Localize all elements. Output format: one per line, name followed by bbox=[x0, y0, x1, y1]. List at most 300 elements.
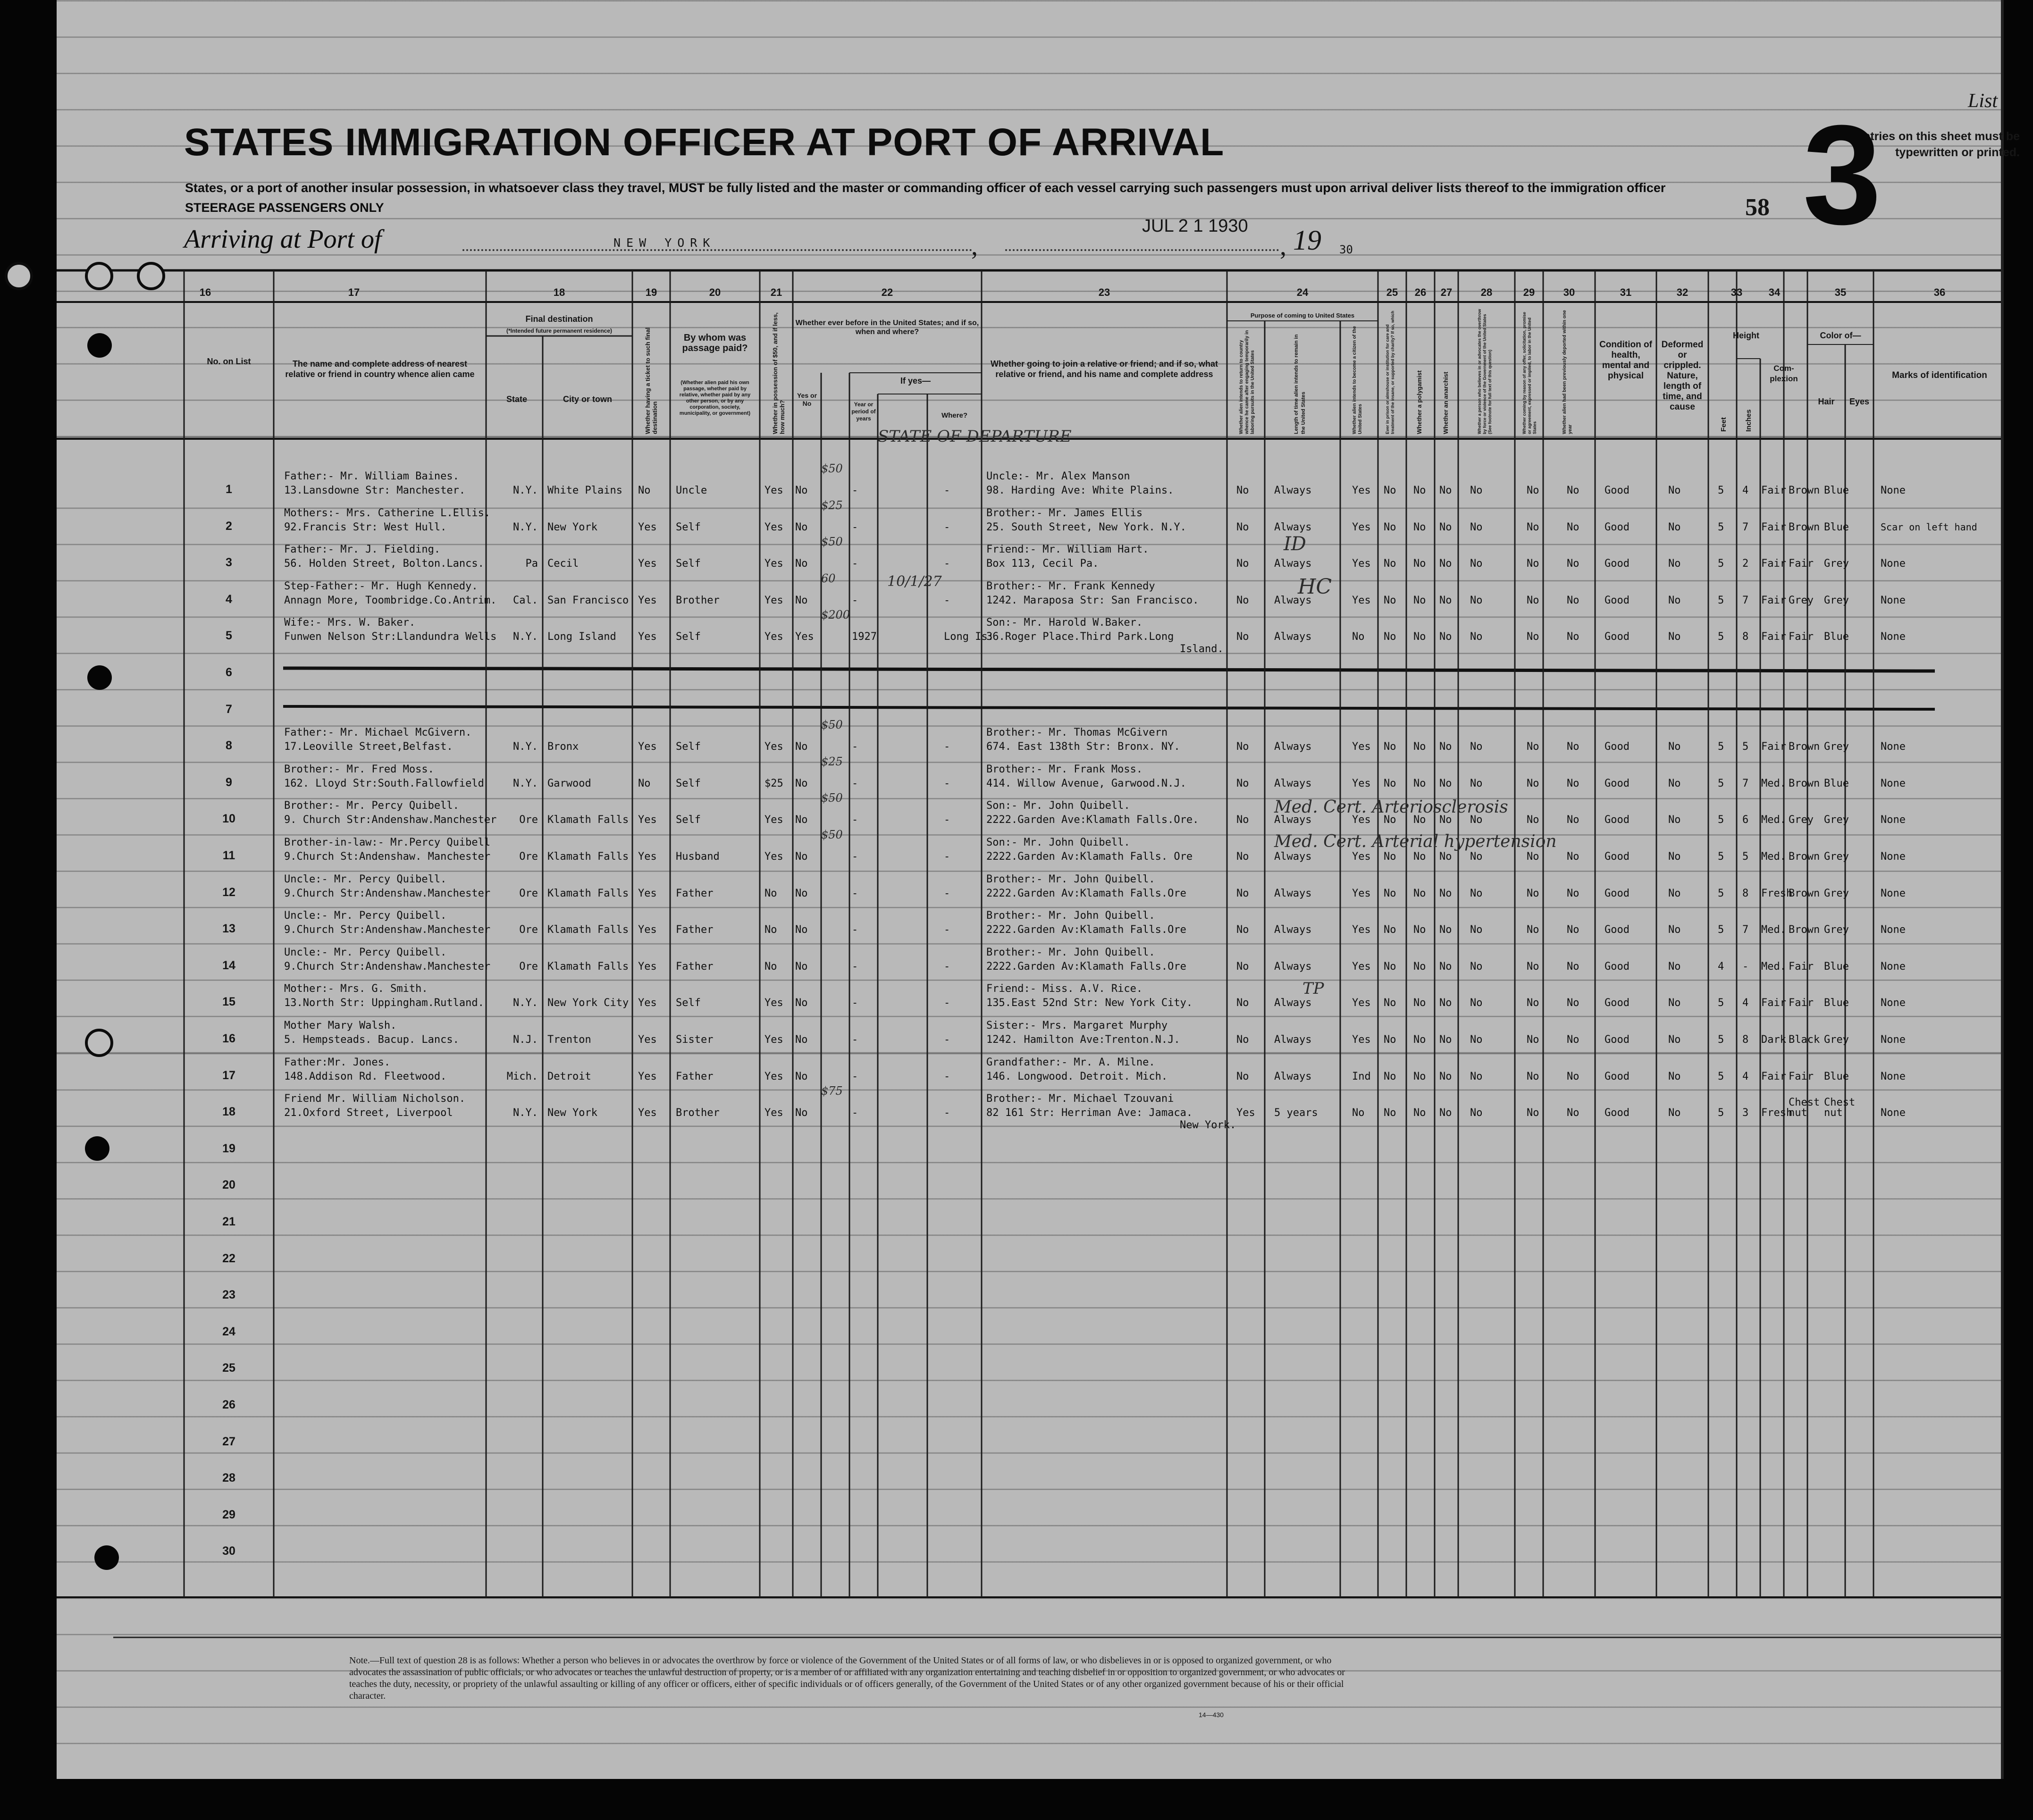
deformed: No bbox=[1668, 960, 1681, 973]
deformed: No bbox=[1668, 887, 1681, 899]
deformed: No bbox=[1668, 631, 1681, 643]
hair-color: Brown bbox=[1789, 887, 1820, 899]
health: Good bbox=[1605, 594, 1630, 606]
identification-marks: None bbox=[1881, 594, 1906, 606]
column-number-19: 19 bbox=[645, 286, 657, 298]
row-number: 3 bbox=[226, 556, 232, 570]
height-feet: 5 bbox=[1718, 1034, 1724, 1046]
ever-before: No bbox=[795, 1107, 808, 1119]
health: Good bbox=[1605, 997, 1630, 1009]
anarchist: No bbox=[1439, 1034, 1452, 1046]
hair-color: Brown bbox=[1789, 485, 1820, 496]
destination-city: Bronx bbox=[547, 741, 579, 753]
return-intent: No bbox=[1236, 960, 1249, 973]
length-of-stay: Always bbox=[1274, 960, 1312, 973]
destination-city: Trenton bbox=[547, 1034, 591, 1046]
row-number: 25 bbox=[222, 1361, 235, 1375]
ticket: Yes bbox=[638, 960, 657, 973]
previously-deported: No bbox=[1567, 1107, 1579, 1119]
header-ticket: Whether having a ticket to such final destination bbox=[644, 327, 658, 434]
before-where: - bbox=[944, 851, 950, 863]
column-number-24: 24 bbox=[1296, 286, 1309, 298]
row-number: 26 bbox=[222, 1398, 235, 1411]
return-intent: Yes bbox=[1236, 1107, 1255, 1119]
binder-hole bbox=[87, 333, 112, 358]
paid-by: Self bbox=[676, 631, 701, 643]
overthrow-advocate: No bbox=[1470, 777, 1483, 789]
joining-address: 146. Longwood. Detroit. Mich. bbox=[986, 1070, 1168, 1082]
row-number: 13 bbox=[222, 922, 235, 936]
port-dotted-line bbox=[462, 249, 972, 251]
eye-color: Chest nut bbox=[1824, 1097, 1856, 1119]
deformed: No bbox=[1668, 924, 1681, 936]
polygamist: No bbox=[1413, 741, 1426, 753]
row-number: 20 bbox=[222, 1178, 235, 1192]
handwritten-amount: $200 bbox=[821, 608, 850, 622]
handwritten-amount: $50 bbox=[821, 828, 843, 841]
deformed: No bbox=[1668, 485, 1681, 496]
header-deformed: Deformed or crippled. Nature, length of time, and cause bbox=[1661, 340, 1704, 412]
relative-address: 9. Church Str:Andenshaw.Manchester bbox=[284, 814, 497, 826]
header-25: Ever in prison or almshouse or institution for care and treatment of the insane, or supported by charity? If so, which bbox=[1385, 310, 1395, 434]
eye-color: Blue bbox=[1824, 960, 1849, 973]
port-of-arrival: NEW YORK bbox=[613, 236, 716, 250]
ticket: Yes bbox=[638, 558, 657, 570]
destination-state: Mich. bbox=[506, 1070, 538, 1082]
deformed: No bbox=[1668, 814, 1681, 826]
row-number: 18 bbox=[222, 1105, 235, 1119]
before-where: - bbox=[944, 485, 950, 496]
citizenship-intent: No bbox=[1352, 1107, 1365, 1119]
citizenship-intent: Yes bbox=[1352, 558, 1371, 570]
height-inches: 7 bbox=[1742, 594, 1749, 606]
eye-color: Blue bbox=[1824, 1070, 1849, 1082]
length-of-stay: Always bbox=[1274, 1070, 1312, 1082]
return-intent: No bbox=[1236, 594, 1249, 606]
before-period: - bbox=[852, 777, 858, 789]
fifty-dollars: Yes bbox=[764, 485, 783, 496]
complexion: Fresh bbox=[1761, 1107, 1793, 1119]
ever-before: No bbox=[795, 594, 808, 606]
prison-or-almshouse: No bbox=[1384, 485, 1396, 496]
column-number-31: 31 bbox=[1620, 286, 1632, 298]
length-of-stay: Always bbox=[1274, 558, 1312, 570]
header-complexion: Com-plexion bbox=[1770, 364, 1798, 383]
typewritten-note: The entries on this sheet must be typewritten or printed. bbox=[1832, 130, 2020, 159]
destination-city: Long Island bbox=[547, 631, 616, 643]
header-final-destination: Final destination bbox=[525, 314, 593, 324]
length-of-stay: Always bbox=[1274, 631, 1312, 643]
row-number: 4 bbox=[226, 592, 232, 606]
fifty-dollars: Yes bbox=[764, 558, 783, 570]
ticket: Yes bbox=[638, 741, 657, 753]
fifty-dollars: No bbox=[764, 960, 777, 973]
deformed: No bbox=[1668, 997, 1681, 1009]
height-feet: 5 bbox=[1718, 741, 1724, 753]
previously-deported: No bbox=[1567, 777, 1579, 789]
length-of-stay: Always bbox=[1274, 997, 1312, 1009]
comma-separator: , bbox=[971, 232, 978, 261]
destination-state: Pa bbox=[525, 558, 538, 570]
relative-address: 9.Church St:Andenshaw. Manchester bbox=[284, 851, 491, 863]
joining-address: 674. East 138th Str: Bronx. NY. bbox=[986, 741, 1180, 753]
anarchist: No bbox=[1439, 1070, 1452, 1082]
paid-by: Uncle bbox=[676, 485, 707, 496]
header-30: Whether alien had been previously deported within one year bbox=[1562, 310, 1573, 434]
polygamist: No bbox=[1413, 924, 1426, 936]
destination-state: Cal. bbox=[513, 594, 538, 606]
header-if-yes: If yes— bbox=[900, 376, 931, 386]
hair-color: Fair bbox=[1789, 997, 1814, 1009]
eye-color: Grey bbox=[1824, 851, 1849, 863]
overthrow-advocate: No bbox=[1470, 631, 1483, 643]
paid-by: Self bbox=[676, 777, 701, 789]
identification-marks: None bbox=[1881, 741, 1906, 753]
fifty-dollars: Yes bbox=[764, 594, 783, 606]
complexion: Med. bbox=[1761, 960, 1786, 973]
height-inches: 7 bbox=[1742, 521, 1749, 533]
before-where: - bbox=[944, 997, 950, 1009]
prison-or-almshouse: No bbox=[1384, 521, 1396, 533]
deformed: No bbox=[1668, 558, 1681, 570]
height-inches: 8 bbox=[1742, 631, 1749, 643]
before-period: - bbox=[852, 1107, 858, 1119]
deformed: No bbox=[1668, 594, 1681, 606]
eye-color: Grey bbox=[1824, 924, 1849, 936]
anarchist: No bbox=[1439, 558, 1452, 570]
citizenship-intent: Yes bbox=[1352, 485, 1371, 496]
labor-agreement: No bbox=[1527, 814, 1539, 826]
row-number: 6 bbox=[226, 666, 232, 679]
polygamist: No bbox=[1413, 631, 1426, 643]
destination-state: Ore bbox=[519, 924, 538, 936]
paid-by: Self bbox=[676, 558, 701, 570]
height-feet: 5 bbox=[1718, 1070, 1724, 1082]
return-intent: No bbox=[1236, 887, 1249, 899]
relative-address: 21.Oxford Street, Liverpool bbox=[284, 1107, 453, 1119]
row-number: 9 bbox=[226, 775, 232, 789]
relative-address: 9.Church Str:Andenshaw.Manchester bbox=[284, 924, 491, 936]
relative-name: Father:- Mr. William Baines. bbox=[284, 470, 459, 482]
joining-name: Son:- Mr. John Quibell. bbox=[986, 800, 1130, 812]
before-where: - bbox=[944, 1070, 950, 1082]
eye-color: Blue bbox=[1824, 777, 1849, 789]
paid-by: Self bbox=[676, 997, 701, 1009]
relative-address: Funwen Nelson Str:Llandundra Wells bbox=[284, 631, 497, 643]
ever-before: No bbox=[795, 558, 808, 570]
height-inches: 4 bbox=[1742, 485, 1749, 496]
handwritten-row5-date: 10/1/27 bbox=[887, 573, 942, 590]
identification-marks: None bbox=[1881, 851, 1906, 863]
labor-agreement: No bbox=[1527, 851, 1539, 863]
identification-marks: None bbox=[1881, 485, 1906, 496]
overthrow-advocate: No bbox=[1470, 851, 1483, 863]
row-number: 1 bbox=[226, 483, 232, 496]
header-29: Whether coming by reason of any offer, solicitation, promise or agreement, expressed or implied, to labor in the United States bbox=[1522, 311, 1537, 434]
citizenship-intent: Yes bbox=[1352, 960, 1371, 973]
identification-marks: None bbox=[1881, 1107, 1906, 1119]
ever-before: No bbox=[795, 485, 808, 496]
paid-by: Self bbox=[676, 814, 701, 826]
column-number-18: 18 bbox=[553, 286, 565, 298]
fifty-dollars: Yes bbox=[764, 997, 783, 1009]
joining-name: Brother:- Mr. Frank Kennedy bbox=[986, 580, 1155, 592]
complexion: Fresh bbox=[1761, 887, 1793, 899]
health: Good bbox=[1605, 1070, 1630, 1082]
joining-address: 2222.Garden Av:Klamath Falls.Ore bbox=[986, 887, 1186, 899]
health: Good bbox=[1605, 558, 1630, 570]
height-feet: 5 bbox=[1718, 777, 1724, 789]
fifty-dollars: Yes bbox=[764, 1034, 783, 1046]
joining-address: 25. South Street, New York. N.Y. bbox=[986, 521, 1186, 533]
binder-hole bbox=[5, 262, 33, 290]
joining-name: Son:- Mr. Harold W.Baker. bbox=[986, 617, 1143, 629]
relative-name: Step-Father:- Mr. Hugh Kennedy. bbox=[284, 580, 478, 592]
page-title: STATES IMMIGRATION OFFICER AT PORT OF ARRIVAL bbox=[184, 121, 1225, 164]
height-feet: 5 bbox=[1718, 1107, 1724, 1119]
polygamist: No bbox=[1413, 521, 1426, 533]
fifty-dollars: Yes bbox=[764, 631, 783, 643]
return-intent: No bbox=[1236, 1070, 1249, 1082]
header-24a: Whether alien intends to return to country whence he came after engaging temporarily in laboring pursuits in the United States bbox=[1239, 330, 1255, 434]
header-paid-by-note: (Whether alien paid his own passage, whether paid by relative, whether paid by any other person, or by any corporation, society, municipality, or government) bbox=[679, 380, 751, 416]
joining-name: Brother:- Mr. John Quibell. bbox=[986, 946, 1155, 958]
joining-name: Friend:- Miss. A.V. Rice. bbox=[986, 983, 1143, 995]
before-where: - bbox=[944, 814, 950, 826]
height-feet: 5 bbox=[1718, 558, 1724, 570]
eye-color: Grey bbox=[1824, 558, 1849, 570]
before-where: - bbox=[944, 741, 950, 753]
destination-city: Detroit bbox=[547, 1070, 591, 1082]
header-height: Height bbox=[1733, 331, 1759, 340]
identification-marks: None bbox=[1881, 1070, 1906, 1082]
prison-or-almshouse: No bbox=[1384, 997, 1396, 1009]
height-feet: 5 bbox=[1718, 594, 1724, 606]
column-number-26: 26 bbox=[1414, 286, 1427, 298]
fifty-dollars: Yes bbox=[764, 1107, 783, 1119]
citizenship-intent: Yes bbox=[1352, 521, 1371, 533]
list-number: 3 bbox=[1803, 95, 1882, 254]
header-marks: Marks of identification bbox=[1892, 370, 1987, 380]
joining-name: Brother:- Mr. James Ellis bbox=[986, 507, 1143, 519]
identification-marks: None bbox=[1881, 924, 1906, 936]
fifty-dollars: $25 bbox=[764, 777, 783, 789]
destination-state: N.Y. bbox=[513, 521, 538, 533]
joining-name: Brother:- Mr. Frank Moss. bbox=[986, 763, 1143, 775]
ticket: Yes bbox=[638, 631, 657, 643]
date-stamp: JUL 2 1 1930 bbox=[1142, 216, 1248, 236]
complexion: Fair bbox=[1761, 558, 1786, 570]
year-suffix: 30 bbox=[1339, 243, 1353, 256]
health: Good bbox=[1605, 1107, 1630, 1119]
hair-color: Grey bbox=[1789, 594, 1814, 606]
header-24b: Length of time alien intends to remain in the United States bbox=[1294, 334, 1306, 434]
row-number: 29 bbox=[222, 1508, 235, 1521]
height-inches: 3 bbox=[1742, 1107, 1749, 1119]
overthrow-advocate: No bbox=[1470, 887, 1483, 899]
relative-address: 17.Leoville Street,Belfast. bbox=[284, 741, 453, 753]
prison-or-almshouse: No bbox=[1384, 887, 1396, 899]
paid-by: Sister bbox=[676, 1034, 714, 1046]
binder-hole bbox=[87, 665, 112, 690]
prison-or-almshouse: No bbox=[1384, 777, 1396, 789]
relative-name: Friend Mr. William Nicholson. bbox=[284, 1093, 466, 1105]
before-where: - bbox=[944, 1034, 950, 1046]
relative-name: Mother Mary Walsh. bbox=[284, 1020, 397, 1032]
height-inches: 4 bbox=[1742, 1070, 1749, 1082]
height-inches: 6 bbox=[1742, 814, 1749, 826]
ever-before: No bbox=[795, 777, 808, 789]
destination-state: N.J. bbox=[513, 1034, 538, 1046]
previously-deported: No bbox=[1567, 851, 1579, 863]
polygamist: No bbox=[1413, 887, 1426, 899]
header-state: State bbox=[506, 394, 527, 404]
prison-or-almshouse: No bbox=[1384, 631, 1396, 643]
destination-state: Ore bbox=[519, 887, 538, 899]
column-number-33: 33 bbox=[1731, 286, 1743, 298]
binder-hole bbox=[85, 1136, 109, 1161]
height-feet: 5 bbox=[1718, 485, 1724, 496]
handwritten-amount: $50 bbox=[821, 791, 843, 805]
header-feet: Feet bbox=[1720, 417, 1728, 432]
column-number-16: 16 bbox=[199, 286, 211, 298]
previously-deported: No bbox=[1567, 887, 1579, 899]
health: Good bbox=[1605, 485, 1630, 496]
prison-or-almshouse: No bbox=[1384, 741, 1396, 753]
destination-city: New York City bbox=[547, 997, 629, 1009]
destination-city: Klamath Falls bbox=[547, 924, 629, 936]
header-fifty-dollars: Whether in possession of $50, and if less, how much? bbox=[772, 312, 786, 434]
column-number-29: 29 bbox=[1523, 286, 1535, 298]
relative-name: Brother:- Mr. Fred Moss. bbox=[284, 763, 434, 775]
column-number-30: 30 bbox=[1563, 286, 1575, 298]
return-intent: No bbox=[1236, 851, 1249, 863]
height-inches: 8 bbox=[1742, 887, 1749, 899]
anarchist: No bbox=[1439, 777, 1452, 789]
column-number-22: 22 bbox=[881, 286, 893, 298]
ever-before: No bbox=[795, 521, 808, 533]
identification-marks: None bbox=[1881, 960, 1906, 973]
header-eyes: Eyes bbox=[1849, 397, 1870, 406]
previously-deported: No bbox=[1567, 521, 1579, 533]
relative-name: Father:- Mr. J. Fielding. bbox=[284, 544, 441, 556]
fifty-dollars: Yes bbox=[764, 521, 783, 533]
row-number: 7 bbox=[226, 702, 232, 716]
destination-city: Cecil bbox=[547, 558, 579, 570]
overthrow-advocate: No bbox=[1470, 814, 1483, 826]
labor-agreement: No bbox=[1527, 594, 1539, 606]
overthrow-advocate: No bbox=[1470, 960, 1483, 973]
identification-marks: None bbox=[1881, 558, 1906, 570]
joining-name: Friend:- Mr. William Hart. bbox=[986, 544, 1149, 556]
citizenship-intent: Yes bbox=[1352, 741, 1371, 753]
handwritten-row11-note: Med. Cert. Arterial hypertension bbox=[1274, 832, 1557, 851]
labor-agreement: No bbox=[1527, 887, 1539, 899]
destination-city: New York bbox=[547, 1107, 597, 1119]
anarchist: No bbox=[1439, 997, 1452, 1009]
prison-or-almshouse: No bbox=[1384, 594, 1396, 606]
handwritten-amount: 60 bbox=[821, 571, 836, 585]
paid-by: Brother bbox=[676, 594, 720, 606]
height-feet: 5 bbox=[1718, 814, 1724, 826]
relative-name: Father:- Mr. Michael McGivern. bbox=[284, 727, 472, 739]
column-number-17: 17 bbox=[348, 286, 360, 298]
destination-city: Garwood bbox=[547, 777, 591, 789]
relative-address: 148.Addison Rd. Fleetwood. bbox=[284, 1070, 447, 1082]
height-inches: 4 bbox=[1742, 997, 1749, 1009]
row-number: 22 bbox=[222, 1251, 235, 1265]
polygamist: No bbox=[1413, 997, 1426, 1009]
before-where: - bbox=[944, 594, 950, 606]
column-number-25: 25 bbox=[1386, 286, 1398, 298]
previously-deported: No bbox=[1567, 741, 1579, 753]
eye-color: Blue bbox=[1824, 631, 1849, 643]
header-steerage: STEERAGE PASSENGERS ONLY bbox=[185, 201, 384, 215]
deformed: No bbox=[1668, 521, 1681, 533]
header-health: Condition of health, mental and physical bbox=[1599, 340, 1652, 381]
citizenship-intent: Yes bbox=[1352, 924, 1371, 936]
eye-color: Grey bbox=[1824, 887, 1849, 899]
paid-by: Father bbox=[676, 924, 714, 936]
joining-address: 414. Willow Avenue, Garwood.N.J. bbox=[986, 777, 1186, 789]
header-27: Whether an anarchist bbox=[1442, 371, 1449, 434]
labor-agreement: No bbox=[1527, 777, 1539, 789]
destination-city: Klamath Falls bbox=[547, 814, 629, 826]
paid-by: Father bbox=[676, 1070, 714, 1082]
overthrow-advocate: No bbox=[1470, 997, 1483, 1009]
length-of-stay: 5 years bbox=[1274, 1107, 1318, 1119]
handwritten-amount: $50 bbox=[821, 462, 843, 475]
labor-agreement: No bbox=[1527, 924, 1539, 936]
eye-color: Grey bbox=[1824, 814, 1849, 826]
header-joining: Whether going to join a relative or friend; and if so, what relative or friend, and his name and complete address bbox=[990, 359, 1218, 379]
joining-address-cont: New York. bbox=[1180, 1119, 1236, 1132]
polygamist: No bbox=[1413, 485, 1426, 496]
joining-address: 1242. Hamilton Ave:Trenton.N.J. bbox=[986, 1034, 1180, 1046]
previously-deported: No bbox=[1567, 558, 1579, 570]
prison-or-almshouse: No bbox=[1384, 558, 1396, 570]
return-intent: No bbox=[1236, 997, 1249, 1009]
row-number: 24 bbox=[222, 1325, 235, 1338]
labor-agreement: No bbox=[1527, 1070, 1539, 1082]
ticket: Yes bbox=[638, 851, 657, 863]
row-number: 30 bbox=[222, 1544, 235, 1558]
height-feet: 5 bbox=[1718, 997, 1724, 1009]
joining-name: Son:- Mr. John Quibell. bbox=[986, 837, 1130, 848]
row-number: 19 bbox=[222, 1141, 235, 1155]
length-of-stay: Always bbox=[1274, 887, 1312, 899]
relative-name: Wife:- Mrs. W. Baker. bbox=[284, 617, 416, 629]
return-intent: No bbox=[1236, 777, 1249, 789]
column-number-21: 21 bbox=[770, 286, 782, 298]
deformed: No bbox=[1668, 1034, 1681, 1046]
complexion: Fair bbox=[1761, 521, 1786, 533]
row-number: 8 bbox=[226, 739, 232, 753]
ever-before: Yes bbox=[795, 631, 814, 643]
relative-address: 9.Church Str:Andenshaw.Manchester bbox=[284, 960, 491, 973]
anarchist: No bbox=[1439, 851, 1452, 863]
header-24c: Whether alien intends to become a citizen of the United States bbox=[1352, 326, 1363, 434]
citizenship-intent: Yes bbox=[1352, 594, 1371, 606]
year-prefix: 19 bbox=[1293, 225, 1321, 256]
relative-address: Annagn More, Toombridge.Co.Antrim. bbox=[284, 594, 497, 606]
header-instructions: States, or a port of another insular possession, in whatsoever class they travel, MUST be fully listed and the master or commanding officer of each vessel carrying such passengers must upon arrival deliver lists thereof to the immigration officer bbox=[185, 181, 1666, 195]
before-period: - bbox=[852, 851, 858, 863]
ever-before: No bbox=[795, 1034, 808, 1046]
binder-hole bbox=[137, 262, 165, 290]
length-of-stay: Always bbox=[1274, 741, 1312, 753]
labor-agreement: No bbox=[1527, 521, 1539, 533]
